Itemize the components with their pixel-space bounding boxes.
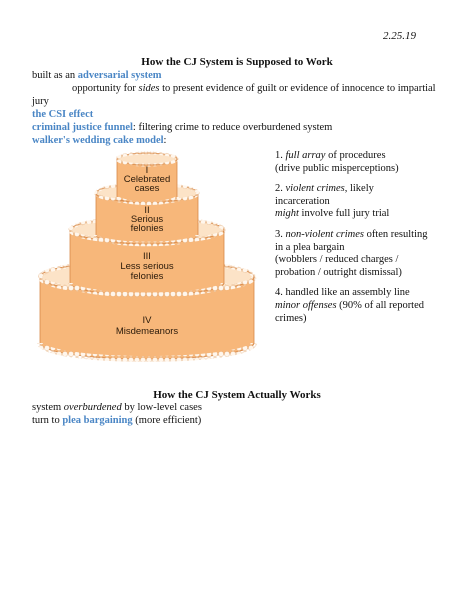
sides-emphasis: sides	[138, 83, 160, 94]
text: in a plea bargain	[275, 241, 345, 253]
text: (more efficient)	[132, 415, 202, 426]
tier-2-line2: felonies	[130, 223, 164, 234]
text: 2.	[275, 183, 286, 195]
text: (drive public misperceptions)	[275, 162, 399, 174]
cake-model-term: walker's wedding cake model	[32, 135, 164, 146]
tier-2-line1: Serious	[130, 214, 164, 225]
tier-description-list	[275, 150, 455, 333]
overburdened-line	[32, 401, 202, 414]
list-item-2	[275, 183, 455, 221]
opportunity-line	[72, 82, 436, 95]
tier-3-number: III	[143, 251, 151, 262]
jury-line: jury	[32, 96, 49, 107]
tier-3-line1: Less serious	[120, 261, 174, 272]
cake-model-line	[32, 134, 166, 147]
emphasis: might	[275, 208, 299, 220]
tier-3-line2: felonies	[130, 271, 164, 282]
csi-effect-term: the CSI effect	[32, 109, 94, 120]
text: system	[32, 402, 64, 413]
emphasis: non-violent crimes	[285, 228, 364, 240]
adversarial-system-term: adversarial system	[77, 70, 162, 81]
text: turn to	[32, 415, 63, 426]
text: :	[163, 135, 167, 146]
section2-title: How the CJ System Actually Works	[153, 389, 321, 401]
wedding-cake-diagram	[32, 147, 262, 364]
text: , likely	[344, 183, 374, 195]
text: to present evidence of guilt or evidence of innocence to impartial	[159, 83, 436, 94]
text: opportunity for	[72, 83, 139, 94]
tier-1-line1: Celebrated	[123, 174, 171, 185]
text: : filtering crime to reduce overburdened system	[132, 122, 333, 133]
text: often resulting	[363, 228, 428, 240]
emphasis: violent crimes	[285, 183, 345, 195]
plea-bargaining-term: plea bargaining	[62, 415, 133, 426]
emphasis: full array	[285, 150, 326, 161]
text: (90% of all reported	[336, 299, 425, 311]
text: incarceration	[275, 195, 330, 207]
text: built as an	[32, 70, 78, 81]
text: 1.	[275, 150, 286, 161]
list-item-3	[275, 229, 455, 279]
text: 3.	[275, 228, 286, 240]
adversarial-line	[32, 69, 162, 82]
text: crimes)	[275, 312, 307, 324]
text: by low-level cases	[121, 402, 202, 413]
list-item-1	[275, 150, 455, 175]
text: (wobblers / reduced charges /	[275, 254, 399, 266]
emphasis: overburdened	[63, 402, 122, 413]
funnel-line	[32, 121, 332, 134]
tier-4-number: IV	[142, 315, 152, 326]
text: of procedures	[325, 150, 386, 161]
plea-bargaining-line	[32, 414, 201, 427]
funnel-term: criminal justice funnel	[32, 122, 133, 133]
tier-2-number: II	[144, 205, 150, 216]
tier-1-number: I	[145, 165, 149, 176]
text: probation / outright dismissal)	[275, 266, 402, 278]
date: 2.25.19	[383, 30, 416, 42]
text: 4. handled like an assembly line	[275, 287, 410, 299]
text: involve full jury trial	[298, 208, 390, 220]
section1-title: How the CJ System is Supposed to Work	[141, 56, 333, 68]
list-item-4	[275, 287, 455, 325]
emphasis: minor offenses	[275, 299, 337, 311]
tier-1-line2: cases	[134, 183, 160, 194]
tier-4-line1: Misdemeanors	[115, 326, 179, 337]
